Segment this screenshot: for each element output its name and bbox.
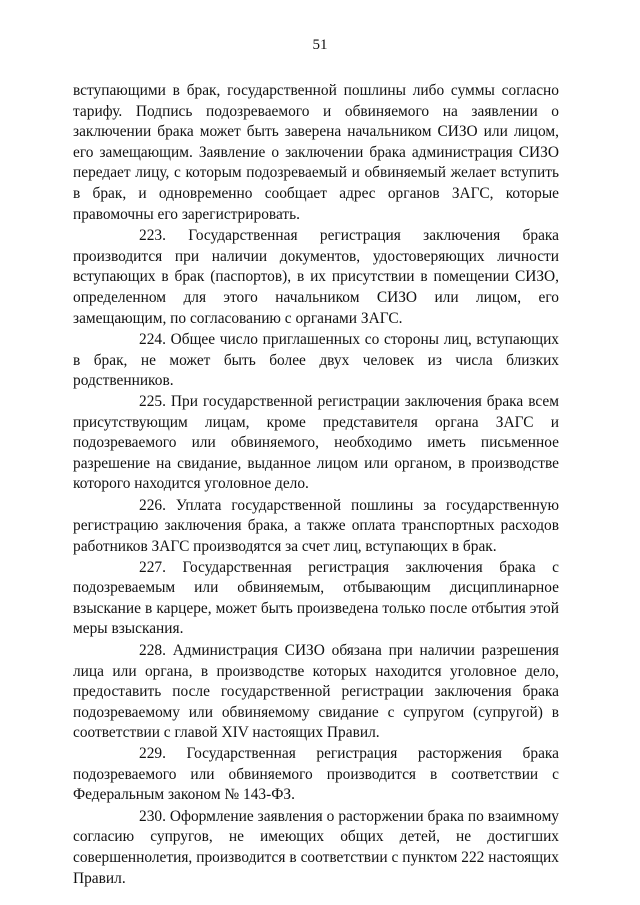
paragraph-229: 229. Государственная регистрация расторжения брака подозреваемого или обвиняемого производится в соответствии с Федеральным законом № 143-ФЗ. bbox=[73, 745, 559, 804]
paragraph-223: 223. Государственная регистрация заключения брака производится при наличии документов, удостоверяющих личности вступающих в брак (паспортов), в их присутствии в помещении СИЗО, определенном для этого начальником СИЗО или лицом, его замещающим, по согласованию с органами ЗАГС. bbox=[73, 227, 559, 327]
page-number: 51 bbox=[312, 37, 328, 53]
paragraph-225: 225. При государственной регистрации заключения брака всем присутствующим лицам, кроме представителя органа ЗАГС и подозреваемого или обвиняемого, необходимо иметь письменное разрешение на свидание, выданное лицом или органом, в производстве которого находится уголовное дело. bbox=[73, 392, 559, 493]
paragraph-224: 224. Общее число приглашенных со стороны лиц, вступающих в брак, не может быть более двух человек из числа близких родственников. bbox=[73, 331, 559, 390]
paragraph-227: 227. Государственная регистрация заключения брака с подозреваемым или обвиняемым, отбывающим дисциплинарное взыскание в карцере, может быть произведена только после отбытия этой меры взыскания. bbox=[73, 558, 559, 638]
paragraph-continuation: вступающими в брак, государственной пошлины либо суммы согласно тарифу. Подпись подозреваемого и обвиняемого на заявлении о заключении брака может быть заверена начальником СИЗО или лицом, его замещающим. Заявление о заключении брака администрация СИЗО передает лицу, с которым подозреваемый и обвиняемый желает вступить в брак, и одновременно сообщает адрес органов ЗАГС, которые правомочны его зарегистрировать. bbox=[73, 82, 559, 223]
document-body bbox=[73, 81, 559, 889]
paragraph-230: 230. Оформление заявления о расторжении брака по взаимному согласию супругов, не имеющих общих детей, не достигших совершеннолетия, производится в соответствии с пунктом 222 настоящих Правил. bbox=[73, 807, 559, 887]
paragraph-226: 226. Уплата государственной пошлины за государственную регистрацию заключения брака, а также оплата транспортных расходов работников ЗАГС производятся за счет лиц, вступающих в брак. bbox=[73, 496, 559, 556]
paragraph-228: 228. Администрация СИЗО обязана при наличии разрешения лица или органа, в производстве которых находится уголовное дело, предоставить после государственной регистрации заключения брака подозреваемому или обвиняемому свидание с супругом (супругой) в соответствии с главой XIV настоящих Правил. bbox=[73, 642, 559, 742]
